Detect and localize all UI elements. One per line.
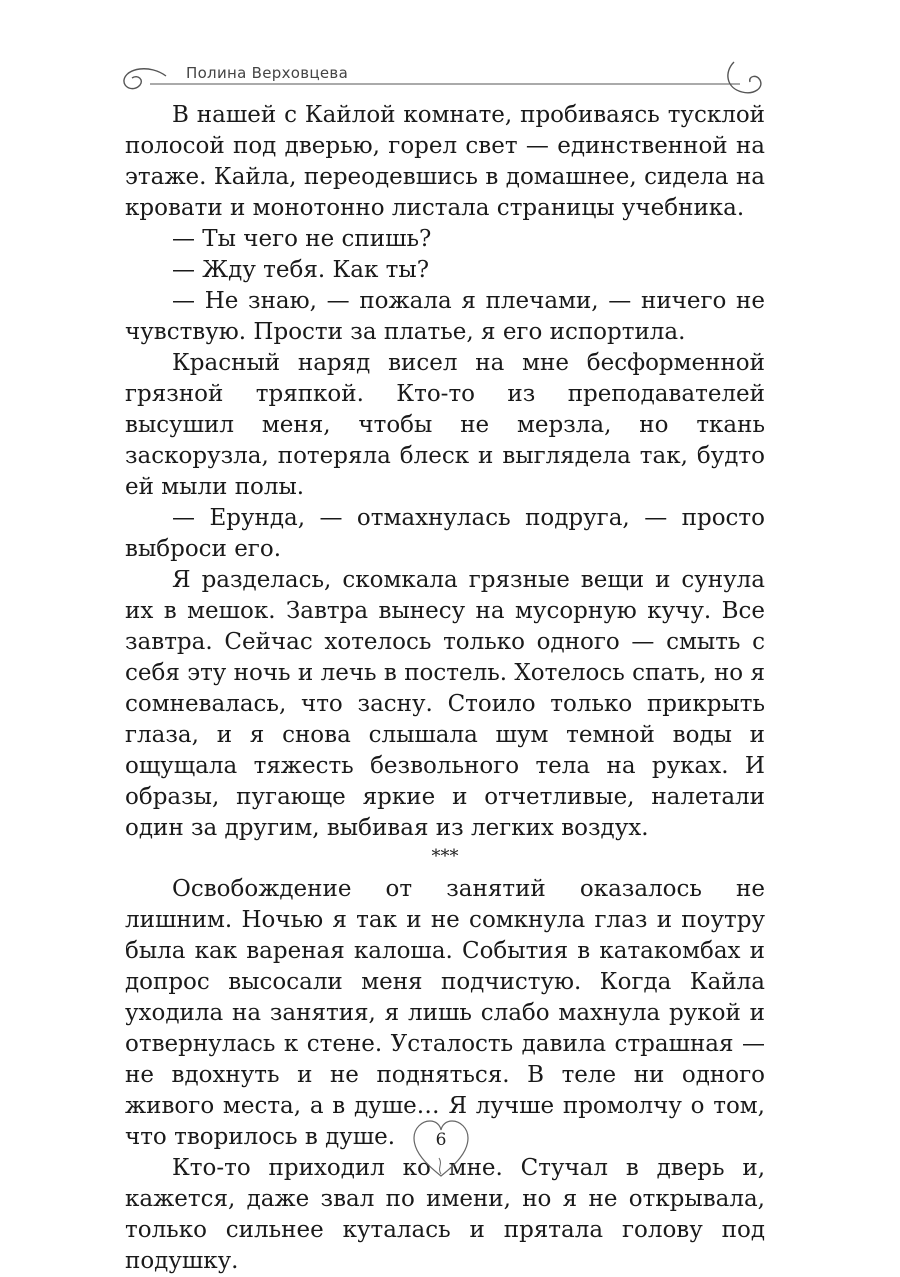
section-separator: *** (431, 846, 459, 867)
paragraph: — Жду тебя. Как ты? (172, 257, 430, 283)
paragraph: Я разделась, скомкала грязные вещи и сунула их в мешок. Завтра вынесу на мусорную кучу. Все завтра. Сейчас хотелось только одного — смыть с себя эту ночь и лечь в постель. Хотелось спать, но я сомневалась, что засну. Стоило только прикрыть глаза, и я снова слышала шум темной воды и ощущала тяжесть безвольного тела на руках. И образы, пугающе яркие и отчетливые, налетали один за другим, выбивая из легких воздух. (125, 567, 765, 841)
paragraph: В нашей с Кайлой комнате, пробиваясь тусклой полосой под дверью, горел свет — единственной на этаже. Кайла, переодевшись в домашнее, сидела на кровати и монотонно листала страницы учебника. (125, 102, 765, 221)
paragraph: — Ты чего не спишь? (172, 226, 432, 252)
header-author: Полина Верховцева (186, 64, 349, 82)
paragraph: Кто-то приходил ко мне. Стучал в дверь и, кажется, даже звал по имени, но я не открывала, только сильнее куталась и прятала голову под подушку. (125, 1155, 765, 1274)
paragraph: — Ерунда, — отмахнулась подруга, — просто выброси его. (125, 505, 765, 562)
body-text (125, 100, 765, 1277)
paragraph: — Не знаю, — пожала я плечами, — ничего не чувствую. Прости за платье, я его испортила. (125, 288, 765, 345)
page-footer (412, 1118, 472, 1180)
page-number: 6 (435, 1130, 447, 1150)
paragraph: Красный наряд висел на мне бесформенной грязной тряпкой. Кто-то из преподавателей высушил меня, чтобы не мерзла, но ткань заскорузла, потеряла блеск и выглядела так, будто ей мыли полы. (125, 350, 765, 500)
paragraph: Освобождение от занятий оказалось не лишним. Ночью я так и не сомкнула глаз и поутру была как вареная калоша. События в катакомбах и допрос высосали меня подчистую. Когда Кайла уходила на занятия, я лишь слабо махнула рукой и отвернулась к стене. Усталость давила страшная — не вдохнуть и не подняться. В теле ни одного живого места, а в душе… Я лучше промолчу о том, что творилось в душе. (125, 876, 765, 1150)
